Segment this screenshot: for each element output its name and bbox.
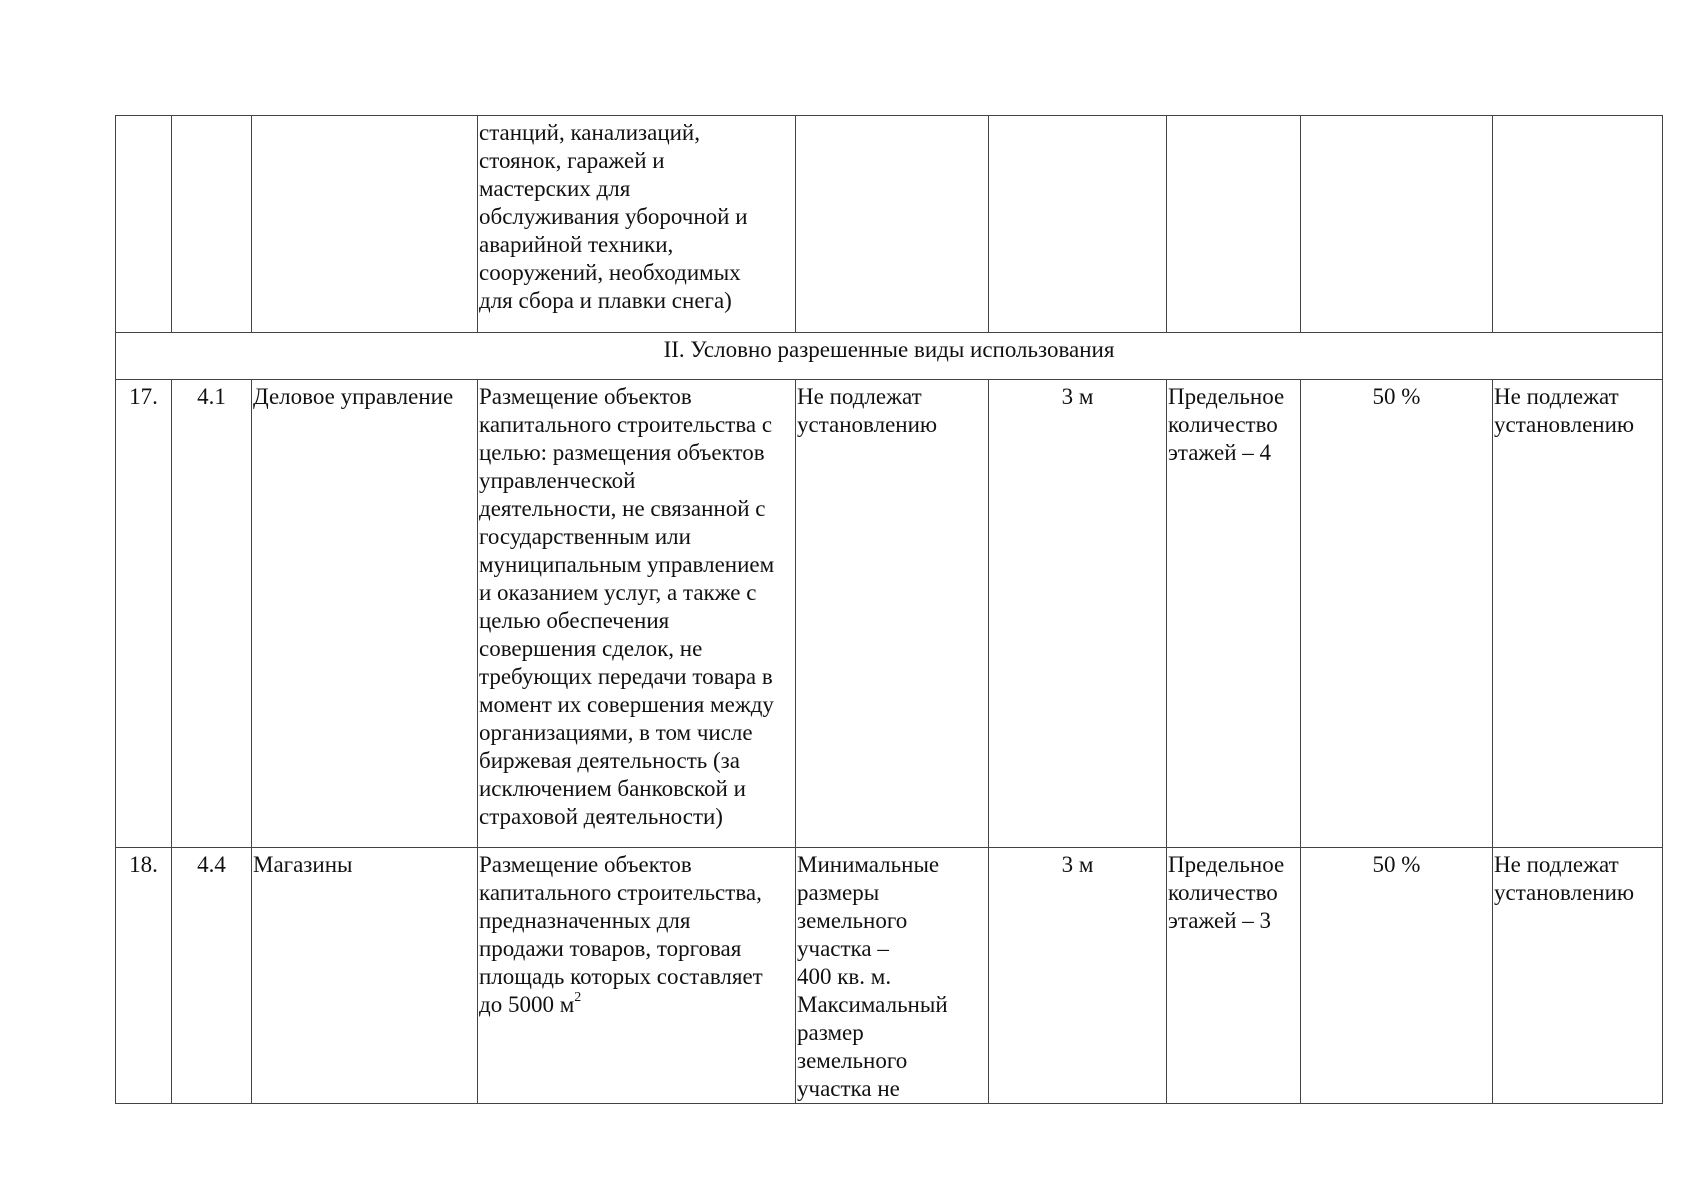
cell-other: Не подлежат установлению [1493, 380, 1663, 848]
cell-name [252, 116, 478, 333]
cell-other [1493, 116, 1663, 333]
cell-name: Магазины [252, 848, 478, 1104]
cell-plot-size: Минимальные размеры земельного участка – 400 кв. м. Максимальный размер земельного участка не [796, 848, 989, 1104]
table-row-continued [116, 116, 1663, 333]
cell-code: 4.1 [172, 380, 252, 848]
section-header-row [116, 333, 1663, 380]
cell-description: Размещение объектов капитального строительства с целью: размещения объектов управленческой деятельности, не связанной с государственным или муниципальным управлением и оказанием услуг, а также с целью обеспечения совершения сделок, не требующих передачи товара в момент их совершения между организациями, в том числе биржевая деятельность (за исключением банковской и страховой деятельности) [478, 380, 796, 848]
table-row [116, 848, 1663, 1104]
cell-coverage [1301, 116, 1493, 333]
cell-coverage: 50 % [1301, 380, 1493, 848]
table-row [116, 380, 1663, 848]
cell-code: 4.4 [172, 848, 252, 1104]
section-title: II. Условно разрешенные виды использования [116, 333, 1663, 380]
cell-floors [1167, 116, 1301, 333]
cell-setback: 3 м [989, 848, 1167, 1104]
cell-num [116, 116, 172, 333]
cell-code [172, 116, 252, 333]
cell-setback: 3 м [989, 380, 1167, 848]
cell-floors: Предельное количество этажей – 3 [1167, 848, 1301, 1104]
cell-description [478, 848, 796, 1104]
cell-num: 18. [116, 848, 172, 1104]
cell-plot-size [796, 116, 989, 333]
superscript-exponent: 2 [574, 990, 582, 1006]
zoning-table [115, 115, 1663, 1104]
cell-name: Деловое управление [252, 380, 478, 848]
cell-num: 17. [116, 380, 172, 848]
cell-other: Не подлежат установлению [1493, 848, 1663, 1104]
cell-setback [989, 116, 1167, 333]
cell-description: станций, канализаций, стоянок, гаражей и мастерских для обслуживания уборочной и аварийной техники, сооружений, необходимых для сбора и плавки снега) [478, 116, 796, 333]
cell-floors: Предельное количество этажей – 4 [1167, 380, 1301, 848]
cell-coverage: 50 % [1301, 848, 1493, 1104]
description-text: Размещение объектов капитального строительства, предназначенных для продажи товаров, торговая площадь которых составляет до 5000 м [479, 852, 763, 1017]
cell-plot-size: Не подлежат установлению [796, 380, 989, 848]
